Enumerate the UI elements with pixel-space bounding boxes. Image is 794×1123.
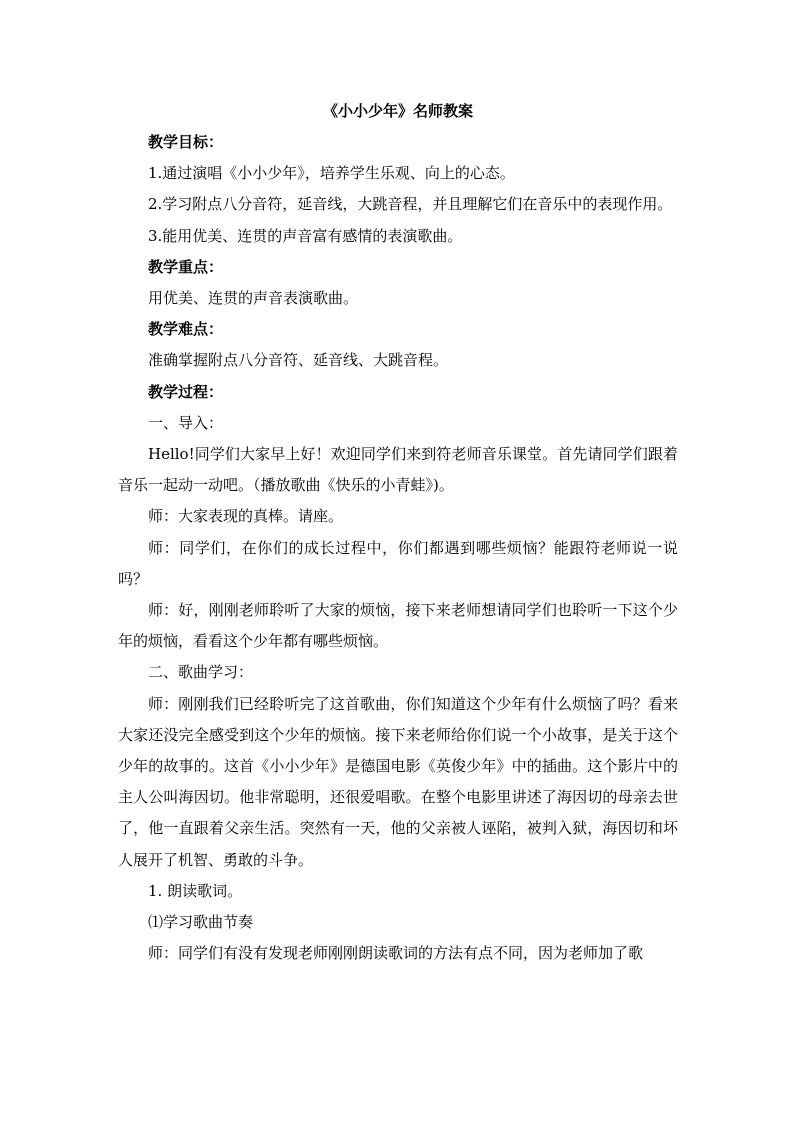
paragraph: Hello!同学们大家早上好！欢迎同学们来到符老师音乐课堂。首先请同学们跟着音乐一起动一动吧。（播放歌曲《快乐的小青蛙》)。 [118, 445, 678, 495]
paragraph: 1. 朗读歌词。 [148, 881, 243, 900]
paragraph: 2.学习附点八分音符，延音线，大跳音程，并且理解它们在音乐中的表现作用。 [148, 195, 673, 214]
paragraph: 3.能用优美、连贯的声音富有感情的表演歌曲。 [148, 226, 463, 245]
paragraph: 二、歌曲学习： [148, 663, 254, 682]
document-title: 《小小少年》名师教案 [322, 102, 473, 120]
paragraph: 师：同学们，在你们的成长过程中，你们都遇到哪些烦恼？能跟符老师说一说吗？ [118, 538, 678, 588]
section-heading: 教学难点： [148, 320, 224, 339]
paragraph: 用优美、连贯的声音表演歌曲。 [148, 289, 359, 308]
paragraph: 师：刚刚我们已经聆听完了这首歌曲，你们知道这个少年有什么烦恼了吗？看来大家还没完全感受到这个少年的烦恼。接下来老师给你们说一个小故事，是关于这个少年的故事的。这首《小小少年》是德国电影《英俊少年》中的插曲。这个影片中的主人公叫海因切。他非常聪明，还很爱唱歌。在整个电影里讲述了海因切的母亲去世了，他一直跟着父亲生活。突然有一天，他的父亲被人诬陷，被判入狱，海因切和坏人展开了机智、勇敢的斗争。 [118, 694, 678, 869]
paragraph: 1.通过演唱《小小少年》，培养学生乐观、向上的心态。 [148, 164, 515, 183]
paragraph: 师：好，刚刚老师聆听了大家的烦恼，接下来老师想请同学们也聆听一下这个少年的烦恼，看看这个少年都有哪些烦恼。 [118, 601, 678, 651]
paragraph: 准确掌握附点八分音符、延音线、大跳音程。 [148, 351, 449, 370]
paragraph: 师：大家表现的真棒。请座。 [148, 507, 344, 526]
document-body [118, 127, 678, 969]
document-page [118, 95, 678, 969]
paragraph: 师：同学们有没有发现老师刚刚朗读歌词的方法有点不同，因为老师加了歌 [148, 944, 644, 963]
section-heading: 教学目标： [148, 133, 224, 151]
section-heading: 教学重点： [148, 257, 224, 276]
paragraph: ⑴学习歌曲节奏 [148, 913, 254, 932]
section-heading: 教学过程： [148, 382, 224, 401]
paragraph: 一、导入： [148, 413, 224, 432]
